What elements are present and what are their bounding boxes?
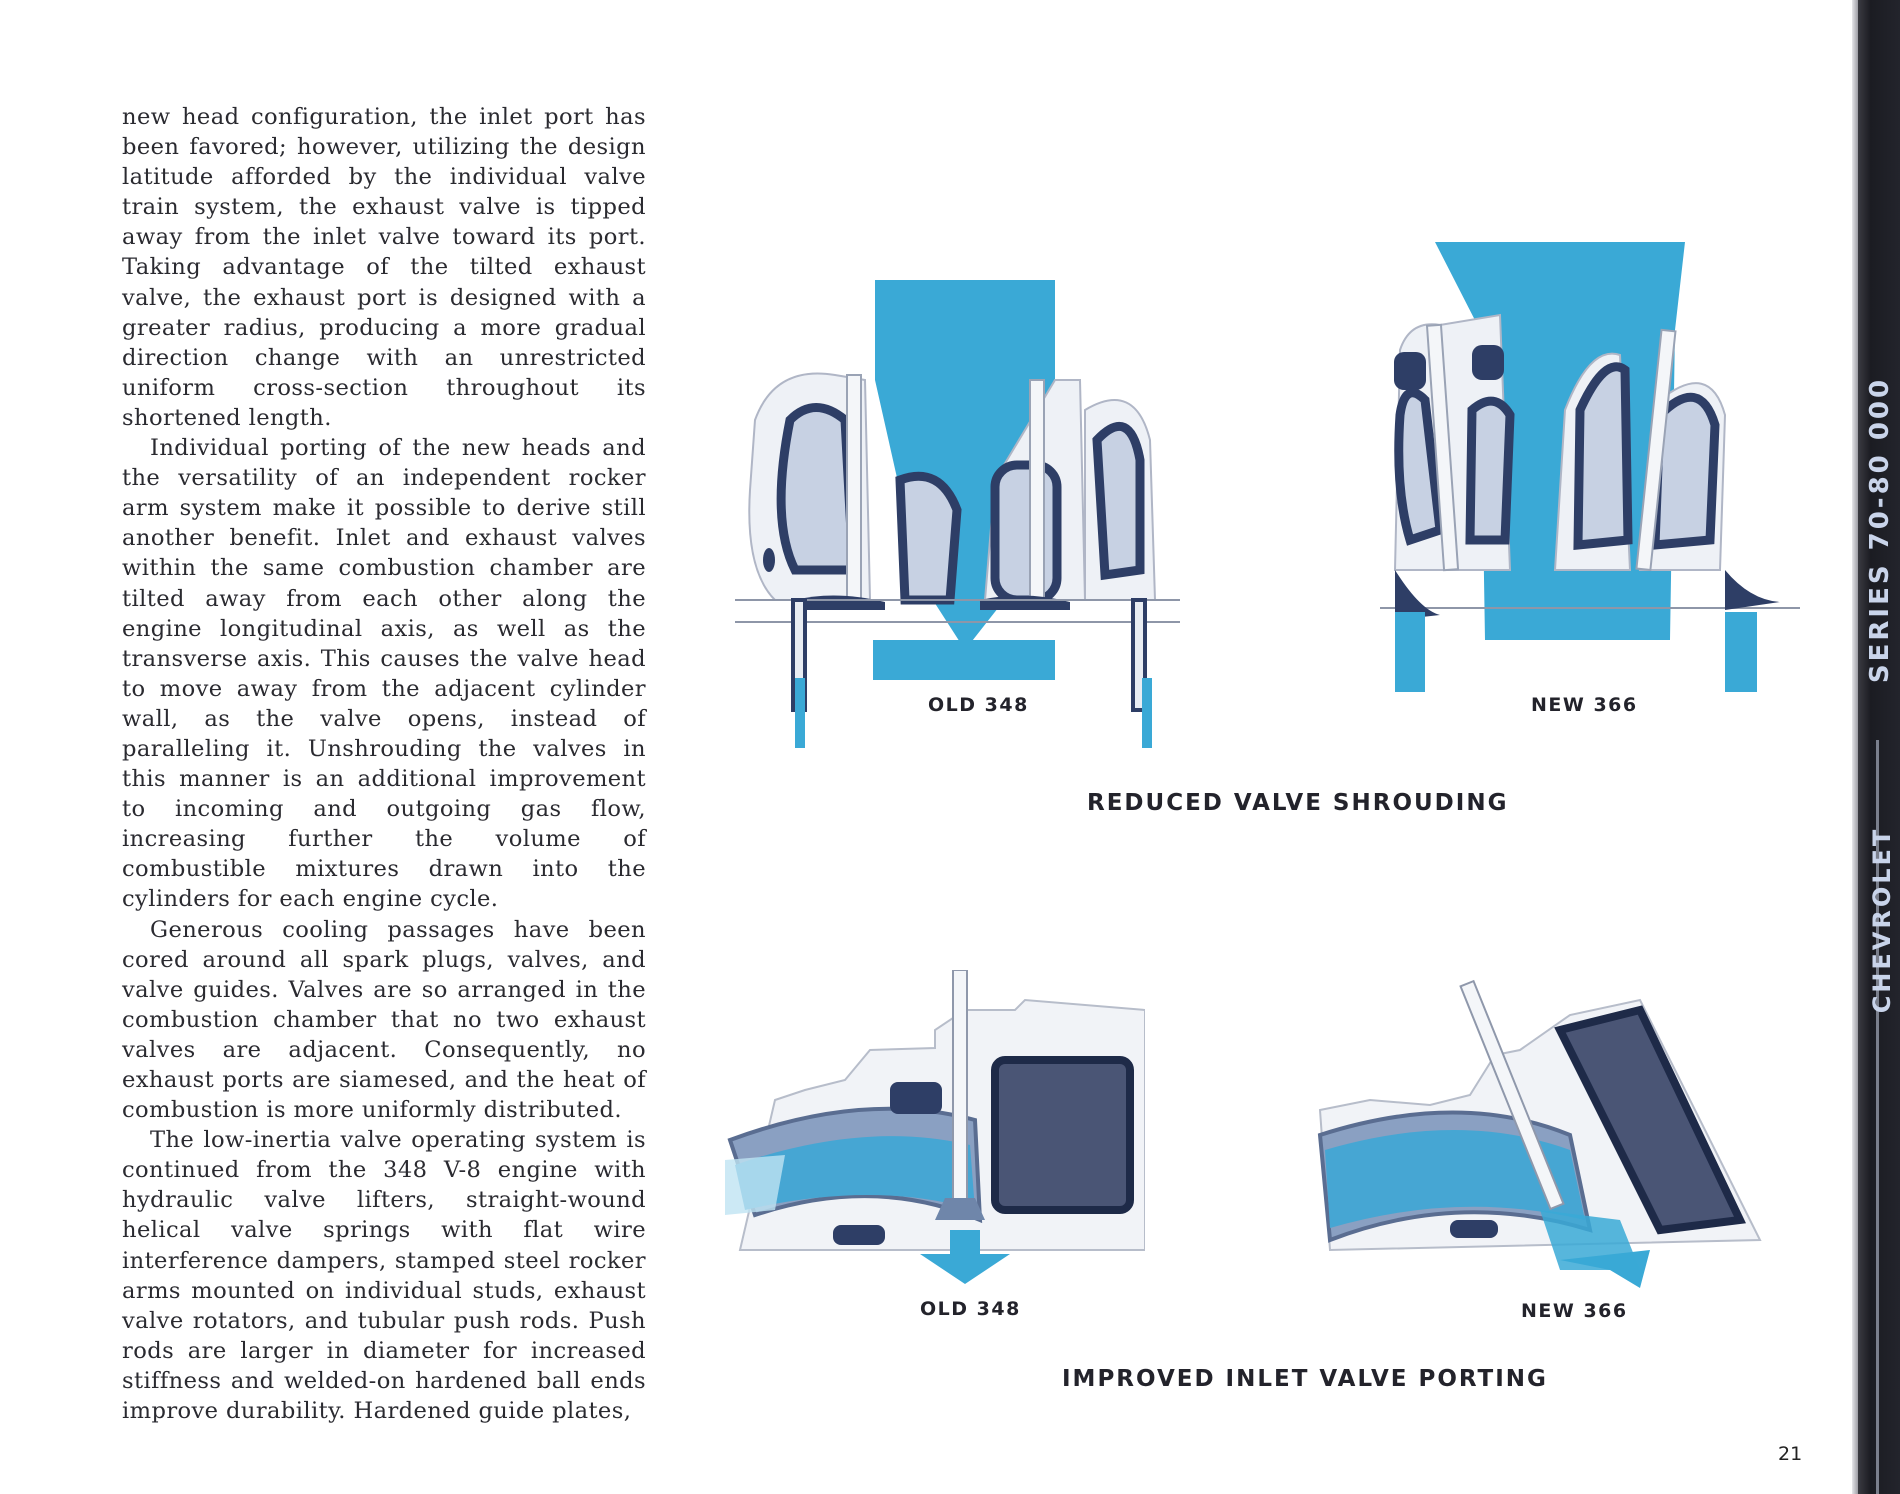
improved-inlet-valve-porting-title: IMPROVED INLET VALVE PORTING (1062, 1366, 1548, 1392)
new-366-caption-top: NEW 366 (1531, 694, 1638, 716)
paragraph-1: new head configuration, the inlet port has been favored; however, utilizing the design latitude afforded by the individual valve train system, the exhaust valve is tipped away from the inlet valve toward its port. Taking advantage of the tilted exhaust valve, the exhaust port is designed with a greater radius, producing a more gradual direction change with an unrestricted uniform cross-section throughout its shortened length. (122, 104, 646, 431)
old-348-porting-diagram (725, 970, 1145, 1290)
old-348-caption-bottom: OLD 348 (920, 1298, 1021, 1320)
reduced-valve-shrouding-title: REDUCED VALVE SHROUDING (1087, 790, 1509, 816)
paragraph-3: Generous cooling passages have been cored around all spark plugs, valves, and valve guides. Valves are so arranged in the combustion chamber that no two exhaust valves are adjacent. Consequently, no exhaust ports are siamesed, and the heat of combustion is more uniformly distributed. (122, 916, 646, 1124)
book-spine (1858, 0, 1900, 1494)
new-366-shrouding-diagram (1380, 240, 1800, 720)
old-348-shrouding-diagram (735, 270, 1185, 750)
old-348-caption-top: OLD 348 (928, 694, 1029, 716)
new-366-porting-diagram (1310, 970, 1780, 1300)
new-366-caption-bottom: NEW 366 (1521, 1300, 1628, 1322)
page-number: 21 (1778, 1443, 1803, 1465)
spine-series-label: SERIES 70-80 000 (1865, 376, 1895, 684)
paragraph-4: The low-inertia valve operating system is continued from the 348 V-8 engine with hydraulic valve lifters, straight-wound helical valve springs with flat wire interference dampers, stamped steel rocker arms mounted on individual studs, exhaust valve rotators, and tubular push rods. Push rods are larger in diameter for increased stiffness and welded-on hardened ball ends improve durability. Hardened guide plates, (122, 1127, 646, 1425)
paragraph-2: Individual porting of the new heads and the versatility of an independent rocker arm system make it possible to derive still another benefit. Inlet and exhaust valves within the same combustion chamber are tilted away from each other along the engine longitudinal axis, as well as the transverse axis. This causes the valve head to move away from the adjacent cylinder wall, as the valve opens, instead of paralleling it. Unshrouding the valves in this manner is an additional improvement to incoming and outgoing gas flow, increasing further the volume of combustible mixtures drawn into the cylinders for each engine cycle. (122, 435, 646, 913)
body-text-column (122, 102, 646, 1426)
spine-brand-label: CHEVROLET (1868, 826, 1896, 1014)
